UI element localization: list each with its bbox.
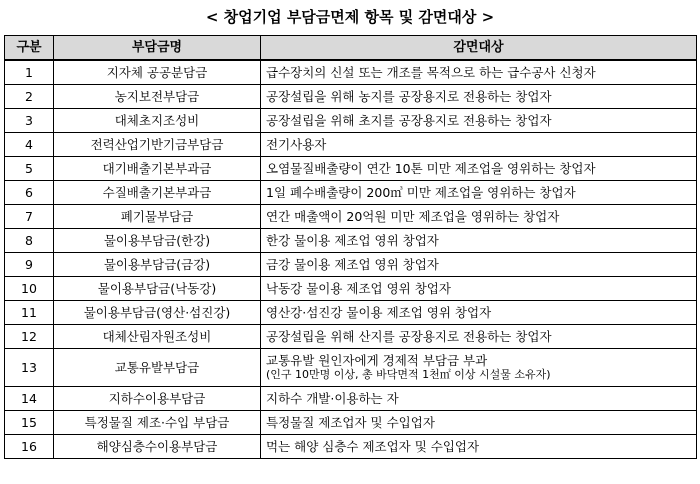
- table-row: [5, 108, 697, 132]
- exemption-target-note: (인구 10만명 이상, 총 바닥면적 1천㎡ 이상 시설물 소유자): [266, 367, 551, 381]
- exemption-table: [4, 35, 697, 459]
- charge-name: 특정물질 제조·수입 부담금: [54, 410, 261, 434]
- row-number: 10: [5, 276, 54, 300]
- exemption-target: 급수장치의 신설 또는 개조를 목적으로 하는 급수공사 신청자: [261, 60, 697, 84]
- exemption-target: 특정물질 제조업자 및 수입업자: [261, 410, 697, 434]
- row-number: 14: [5, 386, 54, 410]
- exemption-target: 한강 물이용 제조업 영위 창업자: [261, 228, 697, 252]
- table-row: [5, 60, 697, 84]
- exemption-target: 금강 물이용 제조업 영위 창업자: [261, 252, 697, 276]
- table-row: [5, 252, 697, 276]
- charge-name: 물이용부담금(금강): [54, 252, 261, 276]
- exemption-target: 전기사용자: [261, 132, 697, 156]
- row-number: 3: [5, 108, 54, 132]
- row-number: 16: [5, 434, 54, 458]
- exemption-target: 공장설립을 위해 산지를 공장용지로 전용하는 창업자: [261, 324, 697, 348]
- exemption-target: 먹는 해양 심층수 제조업자 및 수입업자: [261, 434, 697, 458]
- exemption-target: 교통유발 원인자에게 경제적 부담금 부과: [266, 352, 488, 368]
- table-row: [5, 204, 697, 228]
- table-row: [5, 276, 697, 300]
- exemption-target: 연간 매출액이 20억원 미만 제조업을 영위하는 창업자: [261, 204, 697, 228]
- charge-name: 수질배출기본부과금: [54, 180, 261, 204]
- exemption-target: 낙동강 물이용 제조업 영위 창업자: [261, 276, 697, 300]
- row-number: 9: [5, 252, 54, 276]
- charge-name: 물이용부담금(영산·섬진강): [54, 300, 261, 324]
- charge-name: 물이용부담금(낙동강): [54, 276, 261, 300]
- exemption-target: 1일 폐수배출량이 200㎥ 미만 제조업을 영위하는 창업자: [261, 180, 697, 204]
- row-number: 1: [5, 60, 54, 84]
- charge-name: 해양심층수이용부담금: [54, 434, 261, 458]
- table-row: [5, 228, 697, 252]
- table-row: [5, 300, 697, 324]
- exemption-target: 오염물질배출량이 연간 10톤 미만 제조업을 영위하는 창업자: [261, 156, 697, 180]
- charge-name: 대체산림자원조성비: [54, 324, 261, 348]
- row-number: 12: [5, 324, 54, 348]
- column-header-target: 감면대상: [261, 36, 697, 61]
- table-row: [5, 348, 697, 386]
- charge-name: 지자체 공공분담금: [54, 60, 261, 84]
- exemption-target: 공장설립을 위해 초지를 공장용지로 전용하는 창업자: [261, 108, 697, 132]
- table-row: [5, 180, 697, 204]
- charge-name: 지하수이용부담금: [54, 386, 261, 410]
- table-header-row: [5, 36, 697, 61]
- table-row: [5, 386, 697, 410]
- column-header-charge-name: 부담금명: [54, 36, 261, 61]
- row-number: 4: [5, 132, 54, 156]
- row-number: 13: [5, 348, 54, 386]
- column-header-category: 구분: [5, 36, 54, 61]
- charge-name: 농지보전부담금: [54, 84, 261, 108]
- exemption-target: 지하수 개발·이용하는 자: [261, 386, 697, 410]
- row-number: 6: [5, 180, 54, 204]
- charge-name: 폐기물부담금: [54, 204, 261, 228]
- row-number: 2: [5, 84, 54, 108]
- page-title: < 창업기업 부담금면제 항목 및 감면대상 >: [205, 8, 495, 26]
- table-row: [5, 132, 697, 156]
- row-number: 15: [5, 410, 54, 434]
- table-row: [5, 324, 697, 348]
- row-number: 8: [5, 228, 54, 252]
- table-row: [5, 156, 697, 180]
- row-number: 7: [5, 204, 54, 228]
- charge-name: 대체초지조성비: [54, 108, 261, 132]
- exemption-target: 영산강·섬진강 물이용 제조업 영위 창업자: [261, 300, 697, 324]
- charge-name: 물이용부담금(한강): [54, 228, 261, 252]
- exemption-target-cell: [261, 348, 697, 386]
- table-row: [5, 84, 697, 108]
- exemption-target: 공장설립을 위해 농지를 공장용지로 전용하는 창업자: [261, 84, 697, 108]
- charge-name: 전력산업기반기금부담금: [54, 132, 261, 156]
- table-row: [5, 434, 697, 458]
- row-number: 5: [5, 156, 54, 180]
- row-number: 11: [5, 300, 54, 324]
- charge-name: 교통유발부담금: [54, 348, 261, 386]
- table-row: [5, 410, 697, 434]
- charge-name: 대기배출기본부과금: [54, 156, 261, 180]
